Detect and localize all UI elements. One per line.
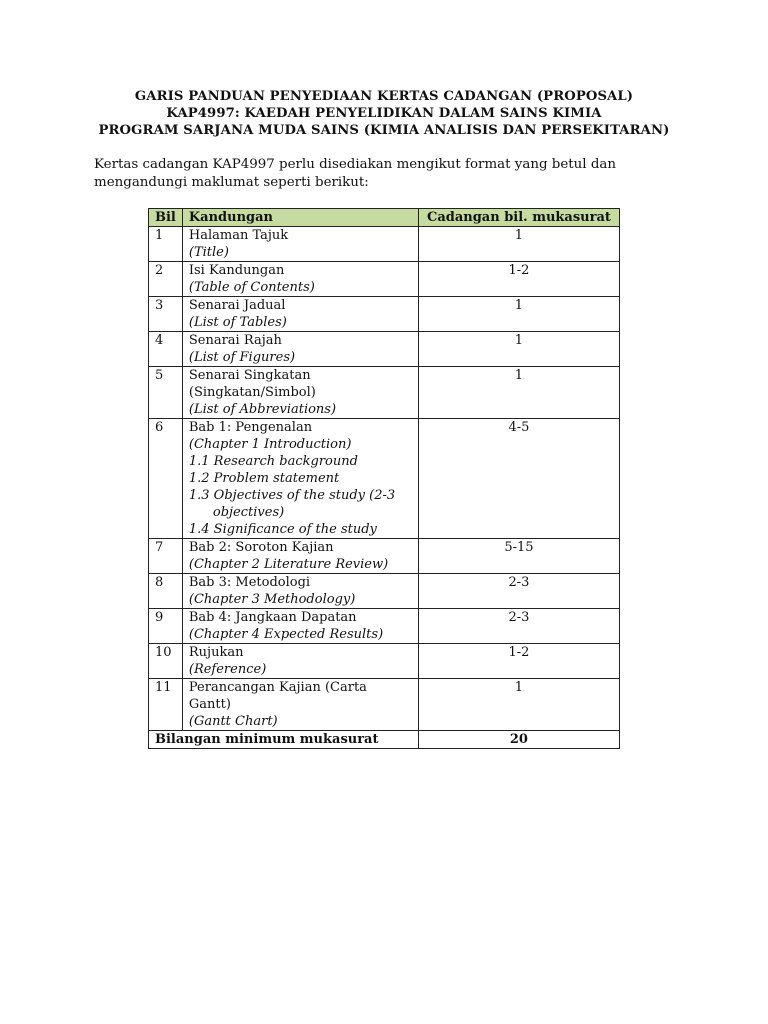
intro-line-2: mengandungi maklumat seperti berikut: xyxy=(94,175,369,190)
row-pages: 1-2 xyxy=(418,644,619,679)
row-bil: 6 xyxy=(149,419,183,539)
row-bil: 4 xyxy=(149,332,183,367)
table-header-row xyxy=(149,209,620,227)
row-english-label: (Chapter 2 Literature Review) xyxy=(188,557,389,572)
row-content xyxy=(182,227,418,262)
row-english-label: (List of Figures) xyxy=(188,350,296,365)
row-sub-item: 1.2 Problem statement xyxy=(188,471,340,486)
row-english-label: (Chapter 1 Introduction) xyxy=(188,437,352,452)
table-row xyxy=(149,539,620,574)
intro-line-1: Kertas cadangan KAP4997 perlu disediakan mengikut format yang betul dan xyxy=(94,157,616,172)
header-content: Kandungan xyxy=(182,209,418,227)
contents-table xyxy=(148,208,620,749)
row-content xyxy=(182,644,418,679)
row-english-label: (Title) xyxy=(188,245,229,260)
row-bil: 10 xyxy=(149,644,183,679)
row-main-label: Bab 1: Pengenalan xyxy=(188,420,313,435)
row-sub-item-cont: objectives) xyxy=(212,505,285,520)
total-label: Bilangan minimum mukasurat xyxy=(149,731,419,749)
table-row xyxy=(149,367,620,419)
row-pages: 2-3 xyxy=(418,574,619,609)
row-content xyxy=(182,539,418,574)
heading-line-1: GARIS PANDUAN PENYEDIAAN KERTAS CADANGAN (PROPOSAL) xyxy=(134,89,634,104)
row-english-label: (Table of Contents) xyxy=(188,280,315,295)
row-pages: 1 xyxy=(418,297,619,332)
row-bil: 8 xyxy=(149,574,183,609)
row-content xyxy=(182,262,418,297)
table-total-row xyxy=(149,731,620,749)
row-pages: 1 xyxy=(418,367,619,419)
row-main-label: Isi Kandungan xyxy=(188,263,285,278)
table-row xyxy=(149,679,620,731)
row-content xyxy=(182,679,418,731)
row-main-label: Rujukan xyxy=(188,645,244,660)
row-main-label: Senarai Singkatan xyxy=(188,368,311,383)
table-row xyxy=(149,644,620,679)
row-main-label: Bab 3: Metodologi xyxy=(188,575,311,590)
row-pages: 5-15 xyxy=(418,539,619,574)
row-sub-item: 1.3 Objectives of the study (2-3 xyxy=(188,488,396,503)
row-bil: 9 xyxy=(149,609,183,644)
row-bil: 7 xyxy=(149,539,183,574)
row-content xyxy=(182,574,418,609)
row-main-label: Senarai Jadual xyxy=(188,298,286,313)
row-main-label: Senarai Rajah xyxy=(188,333,282,348)
row-content xyxy=(182,332,418,367)
row-content xyxy=(182,419,418,539)
row-content xyxy=(182,367,418,419)
row-bil: 3 xyxy=(149,297,183,332)
row-english-label: (Chapter 3 Methodology) xyxy=(188,592,356,607)
row-pages: 1 xyxy=(418,679,619,731)
row-english-label: (Reference) xyxy=(188,662,267,677)
document-heading xyxy=(0,88,768,139)
row-bil: 1 xyxy=(149,227,183,262)
table-row xyxy=(149,227,620,262)
table-row xyxy=(149,574,620,609)
row-english-label: (List of Abbreviations) xyxy=(188,402,337,417)
header-bil: Bil xyxy=(149,209,183,227)
row-content xyxy=(182,297,418,332)
table-row xyxy=(149,419,620,539)
row-content xyxy=(182,609,418,644)
row-pages: 1 xyxy=(418,227,619,262)
row-bil: 11 xyxy=(149,679,183,731)
row-sub-item: 1.1 Research background xyxy=(188,454,358,469)
row-sub-item: 1.4 Significance of the study xyxy=(188,522,377,537)
row-bil: 2 xyxy=(149,262,183,297)
row-english-label: (List of Tables) xyxy=(188,315,287,330)
row-pages: 2-3 xyxy=(418,609,619,644)
row-english-label: (Chapter 4 Expected Results) xyxy=(188,627,384,642)
row-main-label: Bab 4: Jangkaan Dapatan xyxy=(188,610,357,625)
row-main-label: Bab 2: Soroton Kajian xyxy=(188,540,334,555)
heading-line-2: KAP4997: KAEDAH PENYELIDIKAN DALAM SAINS KIMIA xyxy=(166,106,602,121)
table-row xyxy=(149,297,620,332)
row-main-label: Perancangan Kajian (Carta Gantt) xyxy=(188,680,367,712)
intro-paragraph xyxy=(94,156,654,192)
row-main-label-cont: (Singkatan/Simbol) xyxy=(188,385,316,400)
row-bil: 5 xyxy=(149,367,183,419)
table-row xyxy=(149,262,620,297)
table-row xyxy=(149,609,620,644)
row-pages: 1-2 xyxy=(418,262,619,297)
header-pages: Cadangan bil. mukasurat xyxy=(418,209,619,227)
row-english-label: (Gantt Chart) xyxy=(188,714,278,729)
total-pages: 20 xyxy=(418,731,619,749)
row-main-label: Halaman Tajuk xyxy=(188,228,289,243)
table-row xyxy=(149,332,620,367)
row-pages: 1 xyxy=(418,332,619,367)
row-pages: 4-5 xyxy=(418,419,619,539)
heading-line-3: PROGRAM SARJANA MUDA SAINS (KIMIA ANALISIS DAN PERSEKITARAN) xyxy=(98,123,670,138)
